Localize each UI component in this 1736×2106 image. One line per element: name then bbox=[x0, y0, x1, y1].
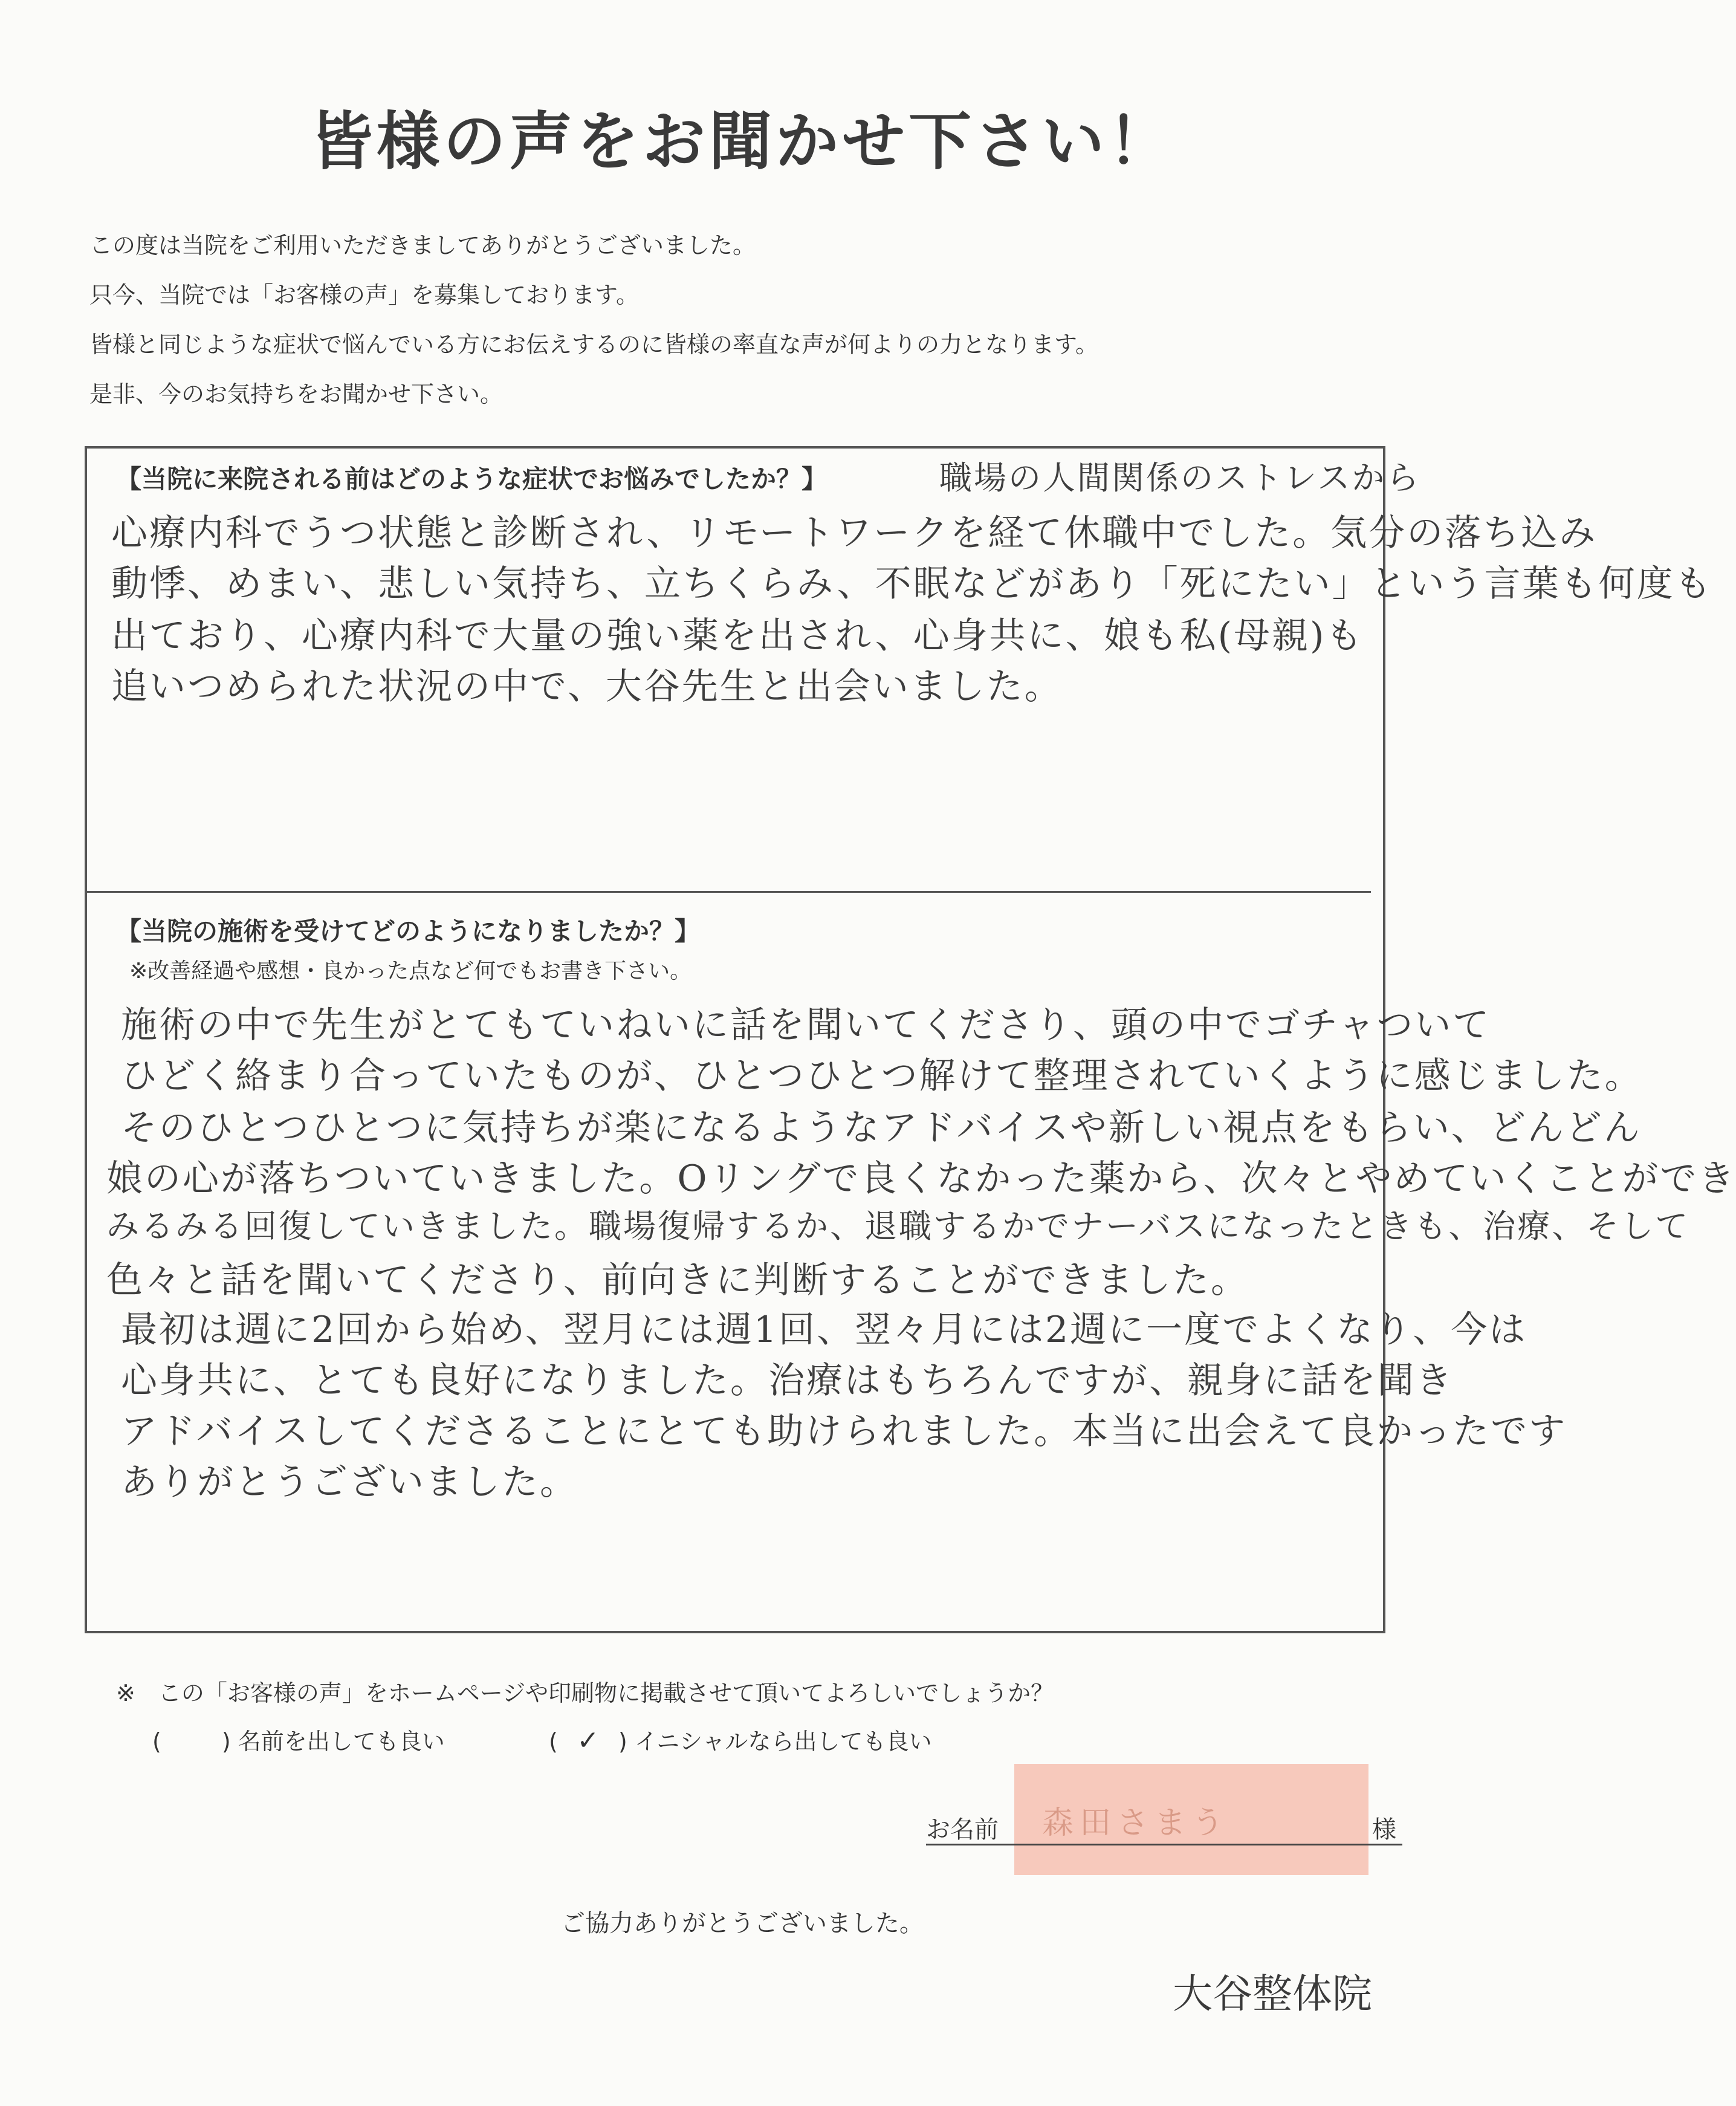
check-mark-icon[interactable]: ✓ bbox=[577, 1725, 600, 1756]
answer-2-line: 心身共に、とても良好になりました。治療はもちろんですが、親身に話を聞き bbox=[121, 1359, 1454, 1402]
intro-line: 是非、今のお気持ちをお聞かせ下さい。 bbox=[89, 381, 504, 407]
consent-option-name[interactable] bbox=[152, 1723, 445, 1756]
consent-question: ※ この「お客様の声」をホームページや印刷物に掲載させて頂いてよろしいでしょうか？ bbox=[116, 1680, 1054, 1706]
question-2-label: 【当院の施術を受けてどのようになりましたか？】 bbox=[116, 916, 701, 946]
thanks-message: ご協力ありがとうございました。 bbox=[561, 1910, 924, 1937]
answer-1-line: 出ており、心療内科で大量の強い薬を出され、心身共に、娘も私(母親)も bbox=[111, 615, 1364, 657]
answer-1-line: 追いつめられた状況の中で、大谷先生と出会いました。 bbox=[111, 666, 1063, 708]
questionnaire-box bbox=[85, 446, 1736, 1633]
answer-2-line: 娘の心が落ちついていきました。Oリングで良くなかった薬から、次々とやめていくことができ bbox=[106, 1158, 1736, 1200]
answer-2-line: そのひとつひとつに気持ちが楽になるようなアドバイスや新しい視点をもらい、どんどん bbox=[121, 1107, 1642, 1149]
checkbox-close-paren: ) bbox=[618, 1728, 627, 1755]
answer-2-line: ありがとうございました。 bbox=[121, 1461, 578, 1503]
checkbox-open-paren: ( bbox=[152, 1728, 161, 1755]
question-1-label: 【当院に来院される前はどのような症状でお悩みでしたか？】 bbox=[116, 464, 828, 494]
checkbox-open-paren: ( bbox=[549, 1728, 558, 1755]
name-underline bbox=[926, 1844, 1402, 1845]
intro-line: 只今、当院では「お客様の声」を募集しております。 bbox=[89, 282, 639, 308]
consent-option-label: イニシャルなら出しても良い bbox=[634, 1728, 932, 1755]
answer-2-line: ひどく絡まり合っていたものが、ひとつひとつ解けて整理されていくように感じました。 bbox=[121, 1055, 1643, 1097]
answer-1-line: 動悸、めまい、悲しい気持ち、立ちくらみ、不眠などがあり「死にたい」という言葉も何度も bbox=[111, 563, 1713, 605]
clinic-name: 大谷整体院 bbox=[1173, 1971, 1372, 2017]
answer-1-line: 心療内科でうつ状態と診断され、リモートワークを経て休職中でした。気分の落ち込み bbox=[111, 512, 1598, 554]
consent-option-initials[interactable] bbox=[549, 1723, 931, 1756]
intro-line: この度は当院をご利用いただきましてありがとうございました。 bbox=[89, 232, 756, 259]
section-divider bbox=[87, 891, 1371, 893]
name-label: お名前 bbox=[926, 1816, 999, 1844]
checkbox-close-paren: ) bbox=[221, 1728, 231, 1755]
answer-2-line: 最初は週に2回から始め、翌月には週1回、翌々月には2週に一度でよくなり、今は bbox=[121, 1309, 1527, 1351]
answer-2-line: 色々と話を聞いてくださり、前向きに判断することができました。 bbox=[106, 1259, 1249, 1301]
intro-text bbox=[89, 227, 1098, 425]
consent-option-label: 名前を出しても良い bbox=[238, 1728, 445, 1755]
name-field-redacted[interactable]: 森田さまう bbox=[1014, 1764, 1368, 1875]
name-suffix: 様 bbox=[1372, 1816, 1396, 1844]
page-title: 皆様の声をお聞かせ下さい！ bbox=[309, 105, 1174, 178]
intro-line: 皆様と同じような症状で悩んでいる方にお伝えするのに皆様の率直な声が何よりの力となります。 bbox=[89, 331, 1098, 358]
answer-1-line: 職場の人間関係のストレスから bbox=[939, 459, 1421, 497]
answer-2-line: 施術の中で先生がとてもていねいに話を聞いてくださり、頭の中でゴチャついて bbox=[121, 1004, 1491, 1046]
answer-2-line: みるみる回復していきました。職場復帰するか、退職するかでナーバスになったときも、治療、そして bbox=[106, 1207, 1690, 1245]
answer-2-line: アドバイスしてくださることにとても助けられました。本当に出会えて良かったです bbox=[121, 1410, 1567, 1453]
question-2-note: ※改善経過や感想・良かった点など何でもお書き下さい。 bbox=[129, 959, 692, 983]
